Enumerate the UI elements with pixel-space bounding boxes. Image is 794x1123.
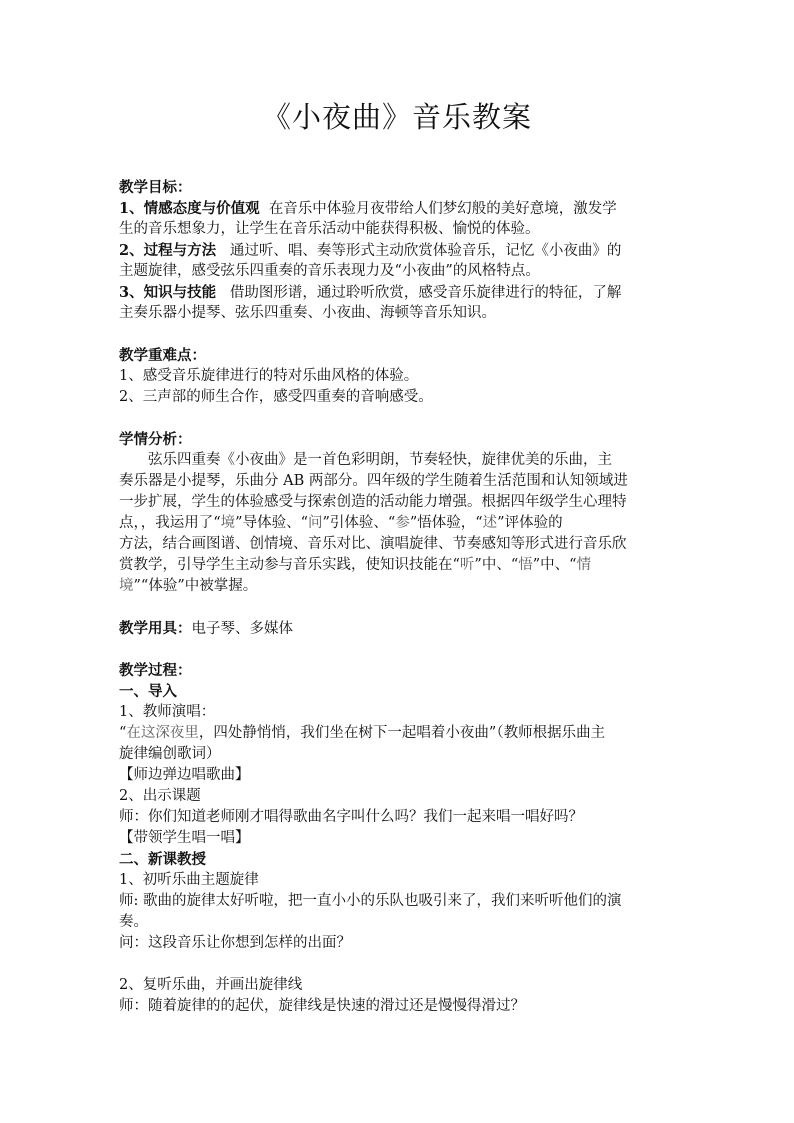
- analysis-line-3: 一步扩展，学生的体验感受与探索创造的活动能力增强。根据四年级学生心理特: [119, 494, 627, 510]
- keyword-jing: 境: [220, 515, 236, 531]
- goal-1-line-1: [119, 198, 685, 219]
- analysis-line-7: [119, 576, 685, 597]
- goals-heading: 教学目标：: [119, 179, 192, 196]
- tools-line: [119, 618, 685, 639]
- analysis-heading: 学情分析：: [119, 431, 192, 448]
- lyrics-highlight: 在这深夜里: [126, 725, 199, 741]
- lyrics-text: ，四处静悄悄，我们坐在树下一起唱着小夜曲”（教师根据乐曲主: [198, 725, 606, 741]
- step-1-2: 2、出示课题: [119, 788, 201, 804]
- goal-2-text: 通过听、唱、奏等形式主动欣赏体验音乐，记忆《小夜曲》的: [229, 243, 622, 259]
- keyword-jing-2: 境: [119, 578, 134, 594]
- analysis-text: ”悟体验，“: [409, 515, 483, 531]
- analysis-text: 点，，我运用了“: [119, 515, 221, 531]
- goal-3-line-2: 主奏乐器小提琴、弦乐四重奏、小夜曲、海顿等音乐知识。: [119, 305, 496, 321]
- difficulty-2: 2、三声部的师生合作，感受四重奏的音响感受。: [119, 389, 433, 405]
- tools-value: 电子琴、多媒体: [191, 621, 293, 637]
- keyword-wu: 悟: [518, 557, 533, 573]
- teacher-line-3: 师：随着旋律的的起伏，旋律线是快速的滑过还是慢慢得滑过？: [119, 998, 525, 1014]
- keyword-wen: 问: [308, 515, 323, 531]
- note-1: 【师边弹边唱歌曲】: [119, 767, 250, 783]
- tools-heading: 教学用具：: [119, 620, 192, 637]
- keyword-qing: 情: [576, 557, 592, 573]
- analysis-line-2: 奏乐器是小提琴，乐曲分 AB 两部分。四年级的学生随着生活范围和认知领域进: [119, 473, 628, 489]
- quote-mark: “: [119, 725, 127, 741]
- teacher-line-2b: 奏。: [119, 914, 148, 930]
- analysis-text: ”中、“: [474, 557, 519, 573]
- keyword-shu: 述: [482, 515, 498, 531]
- note-2: 【带领学生唱一唱】: [119, 830, 250, 846]
- document-body: [119, 177, 685, 1017]
- page-title: 《小夜曲》音乐教案: [261, 100, 532, 134]
- goal-1-line-2: 生的音乐想象力，让学生在音乐活动中能获得积极、愉悦的体验。: [119, 221, 540, 237]
- analysis-text: ”“体验”中被掌握。: [133, 578, 258, 594]
- question-line-1: 问：这段音乐让你想到怎样的出面？: [119, 935, 351, 951]
- goal-2-label: 2、过程与方法: [119, 242, 217, 259]
- analysis-line-4: [119, 513, 685, 534]
- section-1-heading: 一、导入: [119, 683, 177, 700]
- analysis-line-6: [119, 555, 685, 576]
- step-2-2: 2、复听乐曲，并画出旋律线: [119, 977, 303, 993]
- goal-1-label: 1、情感态度与价值观: [119, 200, 260, 217]
- difficulty-1: 1、感受音乐旋律进行的特对乐曲风格的体验。: [119, 368, 419, 384]
- lyrics-line-2: 旋律编创歌词）: [119, 746, 221, 762]
- analysis-text: ”评体验的: [497, 515, 563, 531]
- goal-3-label: 3、知识与技能: [119, 284, 217, 301]
- analysis-text: ”引体验、“: [322, 515, 396, 531]
- goal-2-line-2: 主题旋律，感受弦乐四重奏的音乐表现力及“小夜曲”的风格特点。: [119, 263, 540, 279]
- step-2-1: 1、初听乐曲主题旋律: [119, 872, 259, 888]
- teacher-line-2a: 师: 歌曲的旋律太好听啦，把一直小小的乐队也吸引来了，我们来听听他们的演: [119, 893, 622, 909]
- keyword-ting: 听: [459, 557, 475, 573]
- process-heading: 教学过程：: [119, 662, 192, 679]
- goal-3-text: 借助图形谱，通过聆听欣赏，感受音乐旋律进行的特征，了解: [229, 285, 622, 301]
- keyword-can: 参: [395, 515, 410, 531]
- lyrics-line-1: [119, 723, 685, 744]
- goal-1-text: 在音乐中体验月夜带给人们梦幻般的美好意境，激发学: [268, 201, 617, 217]
- goal-3-line-1: [119, 282, 685, 303]
- teacher-line-1: 师：你们知道老师刚才唱得歌曲名字叫什么吗？我们一起来唱一唱好吗？: [119, 809, 583, 825]
- analysis-line-1: 弦乐四重奏《小夜曲》是一首色彩明朗，节奏轻快，旋律优美的乐曲，主: [148, 452, 612, 468]
- section-2-heading: 二、新课教授: [119, 851, 206, 868]
- analysis-text: ”中、“: [532, 557, 577, 573]
- analysis-text: 赏教学，引导学生主动参与音乐实践，使知识技能在“: [119, 557, 460, 573]
- goal-2-line-1: [119, 240, 685, 261]
- difficulties-heading: 教学重难点：: [119, 347, 206, 364]
- analysis-line-5: 方法，结合画图谱、创情境、音乐对比、演唱旋律、节奏感知等形式进行音乐欣: [119, 536, 627, 552]
- step-1-1: 1、教师演唱：: [119, 704, 216, 720]
- analysis-text: ”导体验、“: [235, 515, 308, 531]
